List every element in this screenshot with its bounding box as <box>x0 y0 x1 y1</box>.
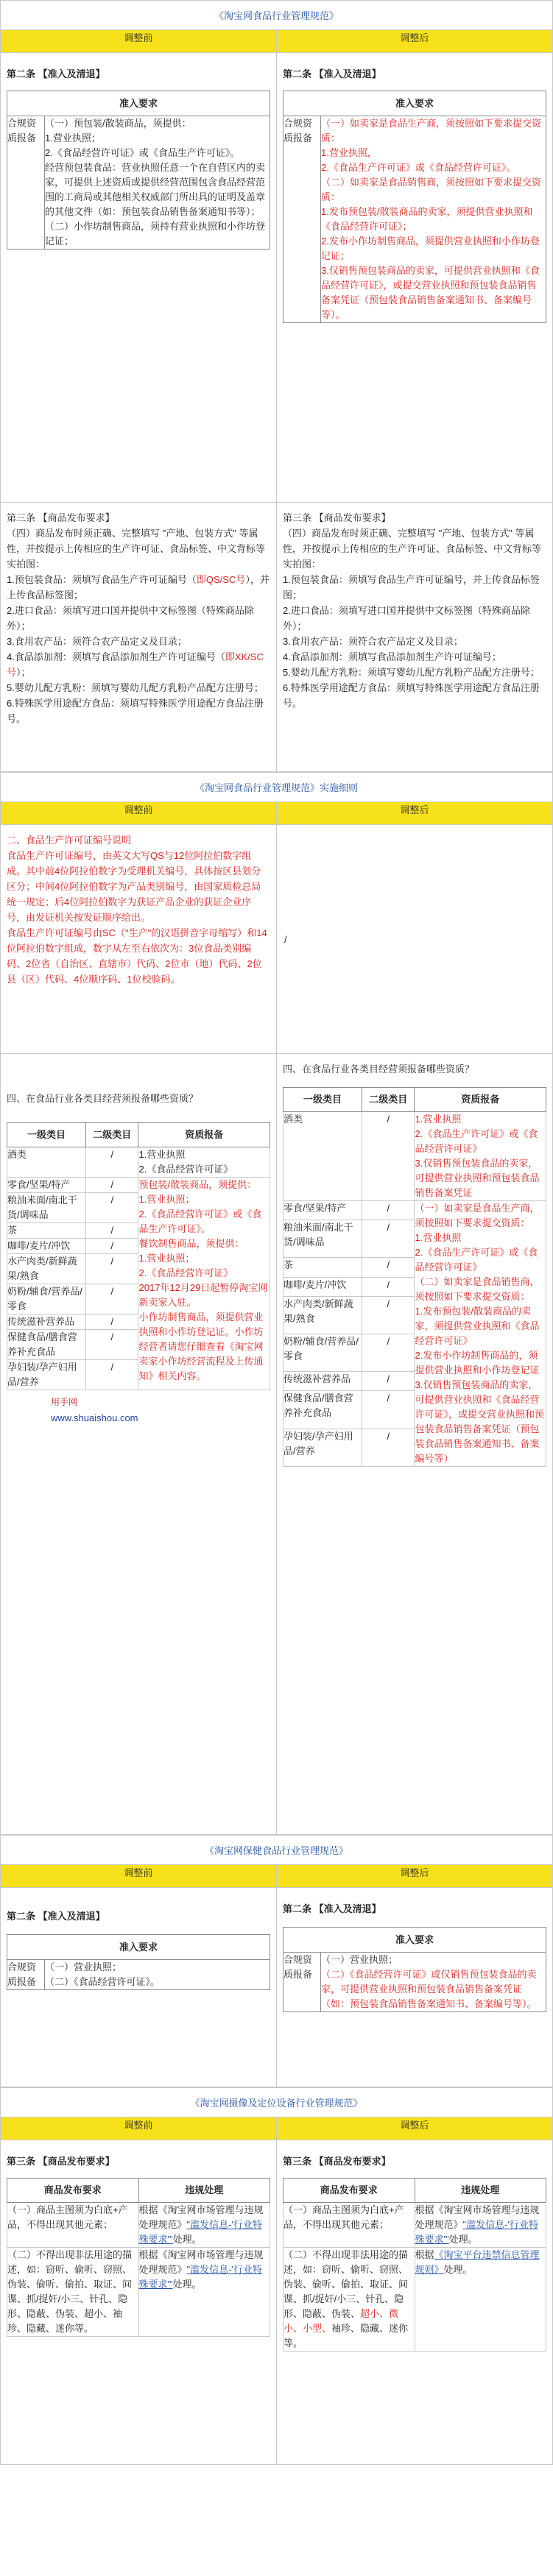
l2-cell: / <box>362 1372 415 1391</box>
l2-cell: / <box>86 1284 138 1314</box>
l2-cell: / <box>362 1112 415 1201</box>
watermark-site: www.shuaishou.com <box>51 1412 138 1423</box>
l1-cell: 传统滋补营养品 <box>283 1372 362 1391</box>
art3-item: 2.进口食品：须填写进口国并提供中文标签图（特殊商品除外）； <box>7 605 254 631</box>
before-requirements <box>45 116 270 249</box>
art3-item-text: 4.食品添加剂：须填写食品添加剂生产许可证编号（ <box>7 651 225 662</box>
after-category-cell <box>277 1054 553 1835</box>
th-handle: 违规处理 <box>415 2179 546 2203</box>
th-req: 商品发布要求 <box>283 2179 415 2203</box>
cert-cell-merged: （一）如卖家是食品生产商，须按照如下要求提交资质： 1.营业执照 2.《食品生产许可证》或《食品经营许可证》 （二）如卖家是食品销售商，须按照如下要求提交资质： 1.发布预包装/散装商品的卖家，须提供营业执照和《食品经营许可证》 2.发布小作坊制售商品的，须提供营业执照和小作坊登记证 3.仅销售预包装商品的卖家，可提供营业执照和《食品经营许可证》，或提交营业执照和预包装食品销售备案凭证（预包装食品销售备案通知书、备案编号等） <box>415 1201 546 1467</box>
watermark-cn: 用手网 <box>51 1397 78 1407</box>
l2-cell: / <box>362 1296 415 1334</box>
category-table-after <box>283 1087 546 1467</box>
article-2-title: 第二条 【准入及清退】 <box>7 68 105 79</box>
l2-cell: / <box>86 1147 138 1178</box>
section-title-text[interactable]: 《淘宝网摄像及定位设备行业管理规范》 <box>190 2098 363 2109</box>
l1-cell: 奶粉/辅食/营养品/零食 <box>7 1284 86 1314</box>
after-health-cell <box>277 1888 553 2087</box>
l2-cell: / <box>86 1223 138 1239</box>
art3-intro: （四）商品发布时须正确、完整填写 "产地、包装方式" 等属性，并按提示上传相应的生产许可证、食品标签、中文背标等实拍图： <box>7 528 266 570</box>
entry-requirements-box <box>283 91 546 323</box>
before-license-explain-cell <box>1 825 277 1054</box>
entry-req-table <box>7 116 270 249</box>
after-requirements <box>321 1953 546 2011</box>
req-line: （一）营业执照； <box>321 1954 398 1965</box>
section-title-text[interactable]: 《淘宝网保健食品行业管理规范》 <box>204 1845 348 1856</box>
handle-text: 根据《淘宝网市场管理与违规处理规范》 <box>138 2249 264 2275</box>
license-number-explanation: 二、食品生产许可证编号说明 食品生产许可证编号，由英文大写QS与12位阿拉伯数字组成。其中前4位阿拉伯数字为受理机关编号，具体按区县划分区分；中间4位阿拉伯数字为产品类别编号，由国家质检总局统一规定；后4位阿拉伯数字为获证产品企业的获证企业序号，由发证机关按发证顺序给出。 食品生产许可证编号由SC（"生产"的汉语拼音字母缩写）和14位阿拉伯数字组成，数字从左至右依次为：3位食品类别编码、2位省（自治区、直辖市）代码、2位市（地）代码、2位县（区）代码、4位顺序码、1位校验码。 <box>7 835 267 985</box>
empty-slash: / <box>284 933 287 945</box>
req-line: 1.营业执照， <box>321 147 377 158</box>
l1-cell: 零食/坚果/特产 <box>283 1201 362 1220</box>
l2-cell: / <box>86 1330 138 1360</box>
before-art3-cell <box>1 503 277 772</box>
comparison-table-food-detail <box>0 802 553 1835</box>
l1-cell: 酒类 <box>7 1147 86 1178</box>
art3-item: 3.食用农产品：须符合农产品定义及目录； <box>7 636 187 647</box>
removed-text: 即XK/SC号 <box>7 651 264 678</box>
req-line: 1.营业执照； <box>45 132 101 144</box>
req-line: （一）如卖家是食品生产商，须按照如下要求提交资质： <box>321 118 542 144</box>
comparison-table-health-food <box>0 1864 553 2087</box>
comparison-table-food-rules <box>0 29 553 772</box>
article-3-title: 第三条 【商品发布要求】 <box>283 512 391 523</box>
req-line: 2.发布小作坊制售商品，须提供营业执照和小作坊登记证； <box>321 236 540 261</box>
art3-item: 5.婴幼儿配方乳粉：须填写婴幼儿配方乳粉产品配方注册号； <box>7 682 264 693</box>
article-2-title: 第二条 【准入及清退】 <box>283 1903 381 1914</box>
req-line: 2.《食品经营许可证》或《食品生产许可证》。 <box>45 147 240 158</box>
cert-cell-merged: 预包装/散装商品，须提供： 1.营业执照； 2.《食品经营许可证》或《食品生产许可证》。 餐饮制售商品，须提供： 1.营业执照； 2.《食品经营许可证》 2017年12月29日起暂停淘宝网新卖家入驻。 小作坊制售商品，须提供营业执照和小作坊登记证。小作坊经营者请您仔细查看《淘宝网卖家小作坊经营流程及上传通知》相关内容。 <box>138 1178 270 1390</box>
art3-item: 2.进口食品：须填写进口国并提供中文标签图（特殊商品除外）； <box>283 605 530 631</box>
entry-requirements-heading: 准入要求 <box>283 91 546 116</box>
req-cell: （一）商品主图须为白底+产品，不得出现其他元素； <box>283 2203 415 2248</box>
th-l1: 一级类目 <box>283 1088 362 1112</box>
th-l2: 二级类目 <box>86 1123 138 1147</box>
l1-cell: 零食/坚果/特产 <box>7 1178 86 1193</box>
art3-item: 1.预包装食品：须填写食品生产许可证编号，并上传食品标签图； <box>283 574 540 601</box>
art3-item: 5.婴幼儿配方乳粉：须填写婴幼儿配方乳粉产品配方注册号； <box>283 667 540 678</box>
req-line: 3.仅销售预包装商品的卖家，可提供营业执照和《食品经营许可证》，或提交营业执照和预包装食品销售备案凭证（预包装食品销售备案通知书、备案编号等）。 <box>321 265 540 320</box>
th-cert: 资质报备 <box>138 1123 270 1147</box>
after-license-explain-cell <box>277 825 553 1054</box>
art3-item-text: ）； <box>16 667 31 678</box>
l2-cell: / <box>362 1220 415 1258</box>
req-cell: （一）商品主图须为白底+产品，不得出现其他元素； <box>7 2203 139 2248</box>
article-3-title: 第三条 【商品发布要求】 <box>7 2156 115 2167</box>
entry-req-table <box>7 1960 270 1989</box>
before-requirements: （一）营业执照； （二）《食品经营许可证》。 <box>45 1961 161 1987</box>
l2-cell: / <box>86 1254 138 1284</box>
compliance-label: 合规资质报备 <box>7 116 45 249</box>
article-2-title: 第二条 【准入及清退】 <box>283 68 381 79</box>
th-req: 商品发布要求 <box>7 2179 139 2203</box>
entry-requirements-box <box>283 1927 546 2012</box>
after-art2-cell <box>277 53 553 503</box>
art3-item: 3.食用农产品：须符合农产品定义及目录； <box>283 636 463 647</box>
compliance-label: 合规资质报备 <box>283 1953 321 2011</box>
compliance-label: 合规资质报备 <box>283 116 321 322</box>
art3-item: 4.食品添加剂：须填写食品添加剂生产许可证编号； <box>283 651 501 662</box>
violation-link[interactable]: "滥发信息-'行业特殊要求'" <box>138 2264 262 2290</box>
art3-item <box>7 572 270 603</box>
l2-cell: / <box>362 1277 415 1296</box>
before-camera-cell <box>1 2140 277 2465</box>
col-after-header: 调整后 <box>277 2117 553 2140</box>
watermark <box>7 1395 270 1426</box>
handle-text: 处理。 <box>443 2264 473 2275</box>
l2-cell: / <box>362 1429 415 1466</box>
l1-cell: 粮油米面/南北干货/调味品 <box>283 1220 362 1258</box>
after-camera-cell <box>277 2140 553 2465</box>
l1-cell: 奶粉/辅食/营养品/零食 <box>283 1334 362 1372</box>
violation-link[interactable]: "滥发信息-'行业特殊要求'" <box>415 2219 538 2245</box>
handle-cell <box>415 2203 546 2248</box>
compliance-label: 合规资质报备 <box>7 1960 45 1989</box>
entry-requirements-heading: 准入要求 <box>283 1928 546 1953</box>
l1-cell: 咖啡/麦片/冲饮 <box>7 1239 86 1254</box>
l2-cell: / <box>362 1258 415 1277</box>
violation-link[interactable]: 《淘宝平台违禁信息管理规则》 <box>415 2249 540 2275</box>
th-l2: 二级类目 <box>362 1088 415 1112</box>
art3-item-text: 1.预包装食品：须填写食品生产许可证编号（ <box>7 574 197 585</box>
l2-cell: / <box>86 1314 138 1330</box>
l1-cell: 保健食品/膳食营养补充食品 <box>7 1330 86 1360</box>
handle-cell <box>138 2203 270 2248</box>
handle-text: 处理。 <box>448 2234 478 2245</box>
before-category-cell <box>1 1054 277 1835</box>
col-after-header: 调整后 <box>277 802 553 825</box>
l2-cell: / <box>86 1360 138 1390</box>
req-line: 经营预包装食品：营业执照任意一个在自营区内的卖家，可提供上述资质或提供经营范围包含食品经营范围的工商局或其他相关权威部门所出具的证明及盖章的其他文件（如：预包装食品销售备案通知书等）； <box>45 162 266 217</box>
req-cell <box>283 2248 415 2352</box>
l2-cell: / <box>362 1334 415 1372</box>
cert-cell: 1.营业执照 2.《食品经营许可证》 <box>138 1147 270 1178</box>
entry-requirements-box <box>7 1934 270 1990</box>
l1-cell: 传统滋补营养品 <box>7 1314 86 1330</box>
th-l1: 一级类目 <box>7 1123 86 1147</box>
col-before-header: 调整前 <box>1 2117 277 2140</box>
l2-cell: / <box>362 1201 415 1220</box>
req-line: （二）如卖家是食品销售商，须按照如下要求提交资质： <box>321 177 542 202</box>
before-health-cell <box>1 1888 277 2087</box>
art3-item-text: ），并上传食品标签图； <box>7 574 270 601</box>
l1-cell: 茶 <box>283 1258 362 1277</box>
article-3-title: 第三条 【商品发布要求】 <box>7 512 115 523</box>
entry-req-table <box>283 1953 546 2011</box>
handle-text: 处理。 <box>172 2234 202 2245</box>
entry-requirements-box <box>7 91 270 250</box>
req-line: （一）预包装/散装商品，须提供： <box>45 118 191 129</box>
l1-cell: 咖啡/麦片/冲饮 <box>283 1277 362 1296</box>
section-title-text[interactable]: 《淘宝网食品行业管理规范》 <box>214 10 339 21</box>
handle-text: 根据《淘宝网市场管理与违规处理规范》 <box>138 2204 264 2230</box>
req-line: 2.《食品生产许可证》或《食品经营许可证》。 <box>321 162 516 173</box>
l1-cell: 茶 <box>7 1223 86 1239</box>
art3-item: 6.特殊医学用途配方食品：须填写特殊医学用途配方食品注册号。 <box>283 682 540 709</box>
l1-cell: 粮油米面/南北干货/调味品 <box>7 1193 86 1223</box>
art3-intro: （四）商品发布时须正确、完整填写 "产地、包装方式" 等属性，并按提示上传相应的生产许可证、食品标签、中文背标等实拍图： <box>283 528 542 570</box>
l1-cell: 孕妇装/孕产妇用品/营养 <box>283 1429 362 1466</box>
req-text-added: 超小、微小、小型、 <box>283 2308 399 2334</box>
section-title-camera[interactable] <box>0 2087 553 2117</box>
art3-item <box>7 649 270 680</box>
handle-text: 根据 <box>415 2249 434 2260</box>
req-text: （二）不得出现非法用途的描述，如：窃听、偷听、窃照、伪装、偷听、偷拍、取证、间谍、抓/捉奸/小三、针孔、隐形、隐蔽、伪装、 <box>283 2249 409 2319</box>
col-after-header: 调整后 <box>277 30 553 53</box>
l2-cell: / <box>86 1239 138 1254</box>
th-handle: 违规处理 <box>138 2179 270 2203</box>
l1-cell: 保健食品/膳食营养补充食品 <box>283 1391 362 1429</box>
l2-cell: / <box>86 1178 138 1193</box>
article-2-title: 第二条 【准入及清退】 <box>7 1911 105 1922</box>
violation-link[interactable]: "滥发信息-'行业特殊要求'" <box>138 2219 262 2245</box>
comparison-table-camera <box>0 2117 553 2465</box>
question-4: 四、在食品行业各类目经营须报备哪些资质？ <box>7 1093 199 1104</box>
after-art3-cell <box>277 503 553 772</box>
req-line-changed: （二）《食品经营许可证》或仅销售预包装食品的卖家，可提供营业执照和预包装食品销售备案凭证（如：预包装食品销售备案通知书、备案编号等）。 <box>321 1969 537 2009</box>
handle-text: 处理。 <box>172 2279 202 2290</box>
col-before-header: 调整前 <box>1 30 277 53</box>
l2-cell: / <box>86 1193 138 1223</box>
col-after-header: 调整后 <box>277 1865 553 1888</box>
req-line: 1.发布预包装/散装商品的卖家，须提供营业执照和《食品经营许可证》； <box>321 206 533 232</box>
l1-cell: 酒类 <box>283 1112 362 1201</box>
category-table-before <box>7 1122 270 1390</box>
section-title-food-rules[interactable] <box>0 0 553 29</box>
article-3-title: 第三条 【商品发布要求】 <box>283 2156 391 2167</box>
th-cert: 资质报备 <box>415 1088 546 1112</box>
question-4: 四、在食品行业各类目经营须报备哪些资质？ <box>283 1064 475 1075</box>
l1-cell: 孕妇装/孕产妇用品/营养 <box>7 1360 86 1390</box>
entry-requirements-heading: 准入要求 <box>7 91 270 116</box>
section-title-health-food[interactable] <box>0 1835 553 1864</box>
l2-cell: / <box>362 1391 415 1429</box>
section-title-food-detail[interactable] <box>0 772 553 802</box>
col-before-header: 调整前 <box>1 802 277 825</box>
camera-table-after <box>283 2178 546 2352</box>
before-art2-cell <box>1 53 277 503</box>
section-title-text[interactable]: 《淘宝网食品行业管理规范》实施细则 <box>194 782 358 793</box>
entry-requirements-heading: 准入要求 <box>7 1935 270 1960</box>
l1-cell: 水产肉类/新鲜蔬果/熟食 <box>283 1296 362 1334</box>
l1-cell: 水产肉类/新鲜蔬果/熟食 <box>7 1254 86 1284</box>
req-cell: （二）不得出现非法用途的描述，如：窃听、偷听、窃照、伪装、偷听、偷拍、取证、间谍、抓/捉奸/小三、针孔、隐形、隐蔽、伪装、超小、袖珍、隐藏、迷你等。 <box>7 2248 139 2337</box>
handle-cell <box>138 2248 270 2337</box>
handle-text: 根据《淘宝网市场管理与违规处理规范》 <box>415 2204 540 2230</box>
art3-item: 6.特殊医学用途配方食品：须填写特殊医学用途配方食品注册号。 <box>7 698 264 724</box>
removed-text: 即QS/SC号 <box>196 574 246 585</box>
after-requirements <box>321 116 546 322</box>
req-line: （二）小作坊制售商品，须持有营业执照和小作坊登记证； <box>45 221 266 247</box>
handle-cell <box>415 2248 546 2352</box>
camera-table-before <box>7 2178 270 2337</box>
cert-cell: 1.营业执照 2.《食品生产许可证》或《食品经营许可证》 3.仅销售预包装食品的卖家，可提供营业执照和预包装食品销售备案凭证 <box>415 1112 546 1201</box>
col-before-header: 调整前 <box>1 1865 277 1888</box>
entry-req-table <box>283 116 546 322</box>
req-text: 袖珍、隐藏、迷你等。 <box>283 2323 409 2349</box>
